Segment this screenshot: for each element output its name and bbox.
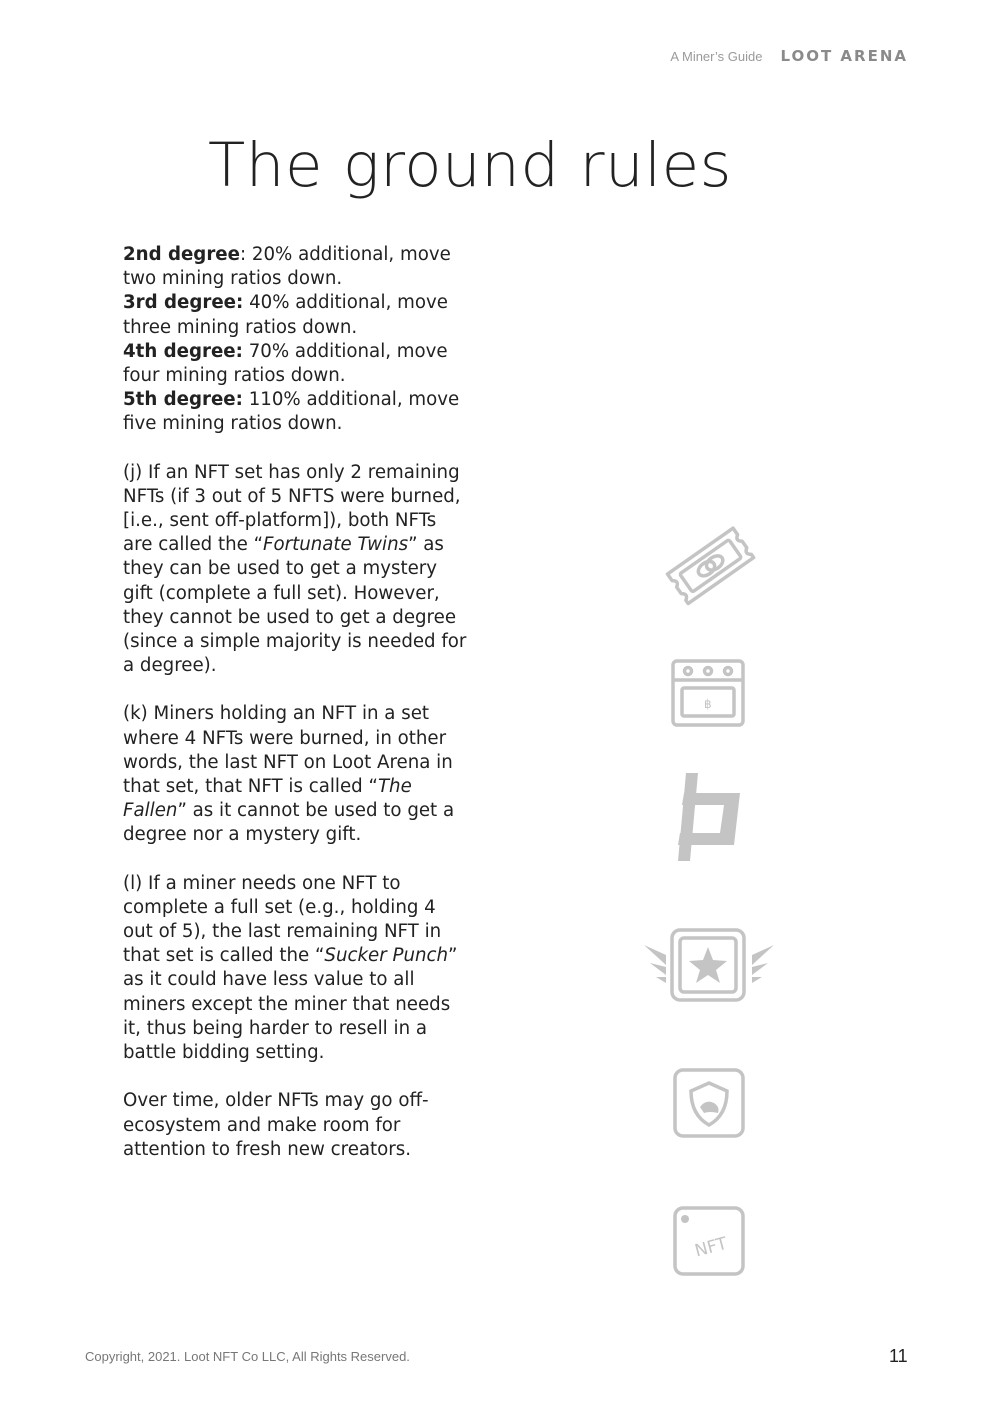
body-text — [123, 243, 468, 1162]
oven-symbol: ฿ — [704, 697, 712, 711]
degree-line-4: 4th degree: 70% additional, move four mining ratios down. — [123, 340, 448, 387]
degree-line-3: 3rd degree: 40% additional, move three mining ratios down. — [123, 292, 448, 338]
paragraph-k: (k) Miners holding an NFT in a set where 4 NFTs were burned, in other words, the last NFT on Loot Arena in that set, that NFT is called “The Fallen” as it cannot be used to get a degree nor a mystery gift. — [123, 703, 455, 846]
winged-star-badge-icon — [642, 925, 776, 1005]
brand-logo: LOOT ARENA — [780, 47, 908, 65]
degree-line-5: 5th degree: 110% additional, move five mining ratios down. — [123, 389, 460, 435]
decorative-icons — [630, 510, 790, 1310]
page-header — [670, 47, 908, 65]
page-title: The ground rules — [208, 130, 732, 201]
nft-tag-label: NFT — [692, 1233, 730, 1262]
paragraph-closing: Over time, older NFTs may go off-ecosystem and make room for attention to fresh new creators. — [123, 1090, 429, 1160]
paragraph-l: (l) If a miner needs one NFT to complete a full set (e.g., holding 4 out of 5), the last remaining NFT in that set is called the “Sucker Punch” as it could have less value to all miners except the miner that needs it, thus being harder to resell in a battle bidding setting. — [123, 872, 458, 1064]
copyright-text: Copyright, 2021. Loot NFT Co LLC, All Rights Reserved. — [85, 1349, 410, 1364]
currency-symbol-icon — [670, 765, 750, 865]
nft-tag-icon — [672, 1205, 746, 1277]
page-number: 11 — [889, 1346, 908, 1366]
ticket-icon — [660, 520, 760, 610]
degree-line-2: 2nd degree: 20% additional, move two mining ratios down. — [123, 244, 451, 290]
guide-label: A Miner’s Guide — [670, 49, 763, 64]
paragraph-j: (j) If an NFT set has only 2 remaining NFTs (if 3 out of 5 NFTS were burned, [i.e., sent off-platform]), both NFTs are called the “Fortunate Twins” as they can be used to get a mystery gift (complete a full set). However, they cannot be used to get a degree (since a simple majority is needed for a degree). — [123, 461, 467, 677]
shield-badge-icon — [672, 1067, 746, 1139]
oven-icon — [670, 658, 746, 728]
